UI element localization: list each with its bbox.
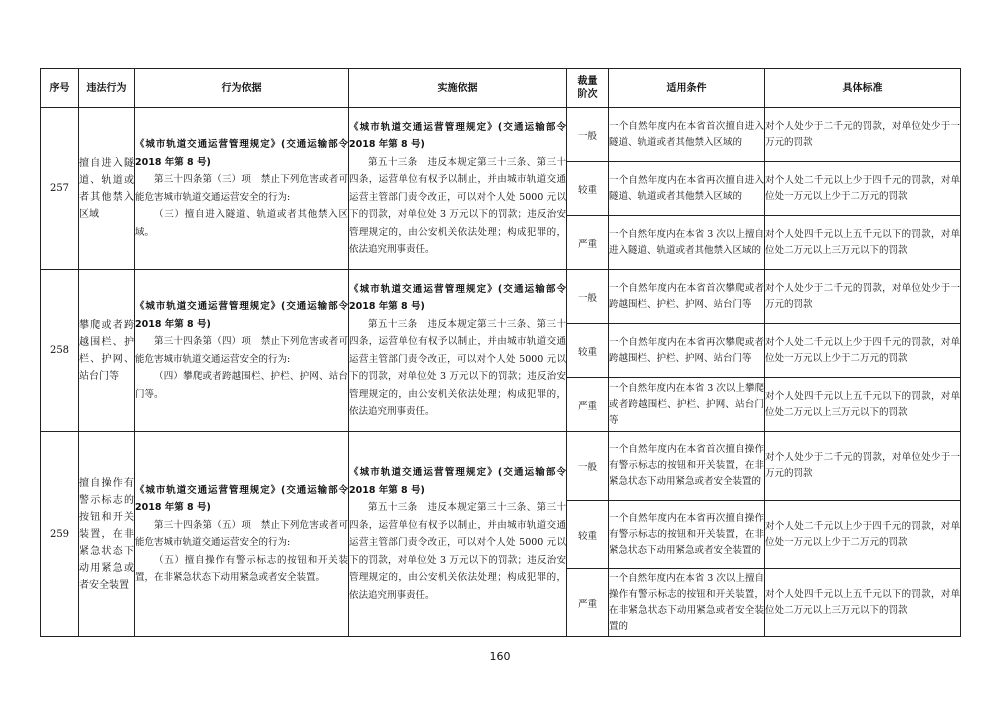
row-implementation	[349, 108, 567, 270]
row-seq: 259	[41, 432, 79, 637]
header-condition: 适用条件	[609, 69, 765, 108]
level-cell: 一般	[567, 108, 609, 162]
level-cell: 严重	[567, 569, 609, 637]
penalty-discretion-table	[40, 68, 961, 637]
impl-article: 第五十三条 违反本规定第三十三条、第三十四条，运营单位有权予以制止，并由城市轨道交通运营主管部门责令改正，可以对个人处 5000 元以下的罚款，对单位处 3 万元以下的罚款；违反治安管理规定的，由公安机关依法处理；构成犯罪的，依法追究刑事责任。	[349, 318, 566, 417]
row-implementation	[349, 270, 567, 432]
impl-title: 《城市轨道交通运营管理规定》(交通运输部令 2018 年第 8 号)	[349, 121, 566, 150]
condition-cell: 一个自然年度内在本省再次攀爬或者跨越围栏、护栏、护网、站台门等	[609, 324, 765, 378]
standard-cell: 对个人处四千元以上五千元以下的罚款，对单位处二万元以上三万元以下的罚款	[765, 569, 961, 637]
condition-cell: 一个自然年度内在本省再次擅自进入隧道、轨道或者其他禁入区域的	[609, 162, 765, 216]
table-row	[41, 270, 961, 324]
standard-cell: 对个人处四千元以上五千元以下的罚款，对单位处二万元以上三万元以下的罚款	[765, 378, 961, 432]
standard-cell: 对个人处少于二千元的罚款，对单位处少于一万元的罚款	[765, 270, 961, 324]
level-cell: 一般	[567, 270, 609, 324]
header-level-line1: 裁量	[577, 76, 598, 87]
level-cell: 较重	[567, 324, 609, 378]
basis-item: （三）擅自进入隧道、轨道或者其他禁入区域。	[135, 209, 348, 238]
condition-cell: 一个自然年度内在本省 3 次以上擅自进入隧道、轨道或者其他禁入区域的	[609, 216, 765, 270]
impl-article: 第五十三条 违反本规定第三十三条、第三十四条，运营单位有权予以制止，并由城市轨道交通运营主管部门责令改正，可以对个人处 5000 元以下的罚款，对单位处 3 万元以下的罚款；违反治安管理规定的，由公安机关依法处理；构成犯罪的，依法追究刑事责任。	[349, 156, 566, 255]
basis-title: 《城市轨道交通运营管理规定》(交通运输部令 2018 年第 8 号)	[135, 484, 348, 513]
basis-item: （五）擅自操作有警示标志的按钮和开关装置，在非紧急状态下动用紧急或者安全装置。	[135, 554, 348, 583]
basis-title: 《城市轨道交通运营管理规定》(交通运输部令 2018 年第 8 号)	[135, 139, 348, 168]
impl-title: 《城市轨道交通运营管理规定》(交通运输部令 2018 年第 8 号)	[349, 467, 566, 496]
table-header-row	[41, 69, 961, 108]
standard-cell: 对个人处二千元以上少于四千元的罚款，对单位处一万元以上少于二万元的罚款	[765, 501, 961, 569]
header-basis: 行为依据	[135, 69, 349, 108]
impl-title: 《城市轨道交通运营管理规定》(交通运输部令 2018 年第 8 号)	[349, 283, 566, 312]
row-violation: 擅自进入隧道、轨道或者其他禁入区域	[79, 108, 135, 270]
row-seq: 257	[41, 108, 79, 270]
page-number: 160	[489, 650, 511, 663]
header-seq: 序号	[41, 69, 79, 108]
standard-cell: 对个人处二千元以上少于四千元的罚款，对单位处一万元以上少于二万元的罚款	[765, 324, 961, 378]
basis-title: 《城市轨道交通运营管理规定》(交通运输部令 2018 年第 8 号)	[135, 301, 348, 330]
level-cell: 严重	[567, 378, 609, 432]
basis-article: 第三十四条第（五）项 禁止下列危害或者可能危害城市轨道交通运营安全的行为:	[135, 519, 348, 548]
level-cell: 一般	[567, 432, 609, 501]
row-implementation	[349, 432, 567, 637]
header-level-line2: 阶次	[577, 89, 598, 100]
header-standard: 具体标准	[765, 69, 961, 108]
basis-article: 第三十四条第（四）项 禁止下列危害或者可能危害城市轨道交通运营安全的行为:	[135, 336, 348, 365]
row-violation: 攀爬或者跨越围栏、护栏、护网、站台门等	[79, 270, 135, 432]
row-basis	[135, 108, 349, 270]
condition-cell: 一个自然年度内在本省再次擅自操作有警示标志的按钮和开关装置，在非紧急状态下动用紧急或者安全装置的	[609, 501, 765, 569]
header-implementation: 实施依据	[349, 69, 567, 108]
condition-cell: 一个自然年度内在本省首次攀爬或者跨越围栏、护栏、护网、站台门等	[609, 270, 765, 324]
row-basis	[135, 270, 349, 432]
row-violation: 擅自操作有警示标志的按钮和开关装置，在非紧急状态下动用紧急或者安全装置	[79, 432, 135, 637]
condition-cell: 一个自然年度内在本省首次擅自操作有警示标志的按钮和开关装置，在非紧急状态下动用紧急或者安全装置的	[609, 432, 765, 501]
condition-cell: 一个自然年度内在本省 3 次以上攀爬或者跨越围栏、护栏、护网、站台门等	[609, 378, 765, 432]
standard-cell: 对个人处四千元以上五千元以下的罚款，对单位处二万元以上三万元以下的罚款	[765, 216, 961, 270]
header-violation: 违法行为	[79, 69, 135, 108]
condition-cell: 一个自然年度内在本省 3 次以上擅自操作有警示标志的按钮和开关装置，在非紧急状态下动用紧急或者安全装置的	[609, 569, 765, 637]
standard-cell: 对个人处少于二千元的罚款，对单位处少于一万元的罚款	[765, 108, 961, 162]
level-cell: 较重	[567, 162, 609, 216]
row-basis	[135, 432, 349, 637]
header-level	[567, 69, 609, 108]
basis-article: 第三十四条第（三）项 禁止下列危害或者可能危害城市轨道交通运营安全的行为:	[135, 174, 348, 203]
table-row	[41, 108, 961, 162]
condition-cell: 一个自然年度内在本省首次擅自进入隧道、轨道或者其他禁入区域的	[609, 108, 765, 162]
table-row	[41, 432, 961, 501]
level-cell: 严重	[567, 216, 609, 270]
impl-article: 第五十三条 违反本规定第三十三条、第三十四条，运营单位有权予以制止，并由城市轨道交通运营主管部门责令改正，可以对个人处 5000 元以下的罚款，对单位处 3 万元以下的罚款；违反治安管理规定的，由公安机关依法处理；构成犯罪的，依法追究刑事责任。	[349, 502, 566, 601]
basis-item: （四）攀爬或者跨越围栏、护栏、护网、站台门等。	[135, 371, 348, 400]
standard-cell: 对个人处二千元以上少于四千元的罚款，对单位处一万元以上少于二万元的罚款	[765, 162, 961, 216]
row-seq: 258	[41, 270, 79, 432]
standard-cell: 对个人处少于二千元的罚款，对单位处少于一万元的罚款	[765, 432, 961, 501]
level-cell: 较重	[567, 501, 609, 569]
